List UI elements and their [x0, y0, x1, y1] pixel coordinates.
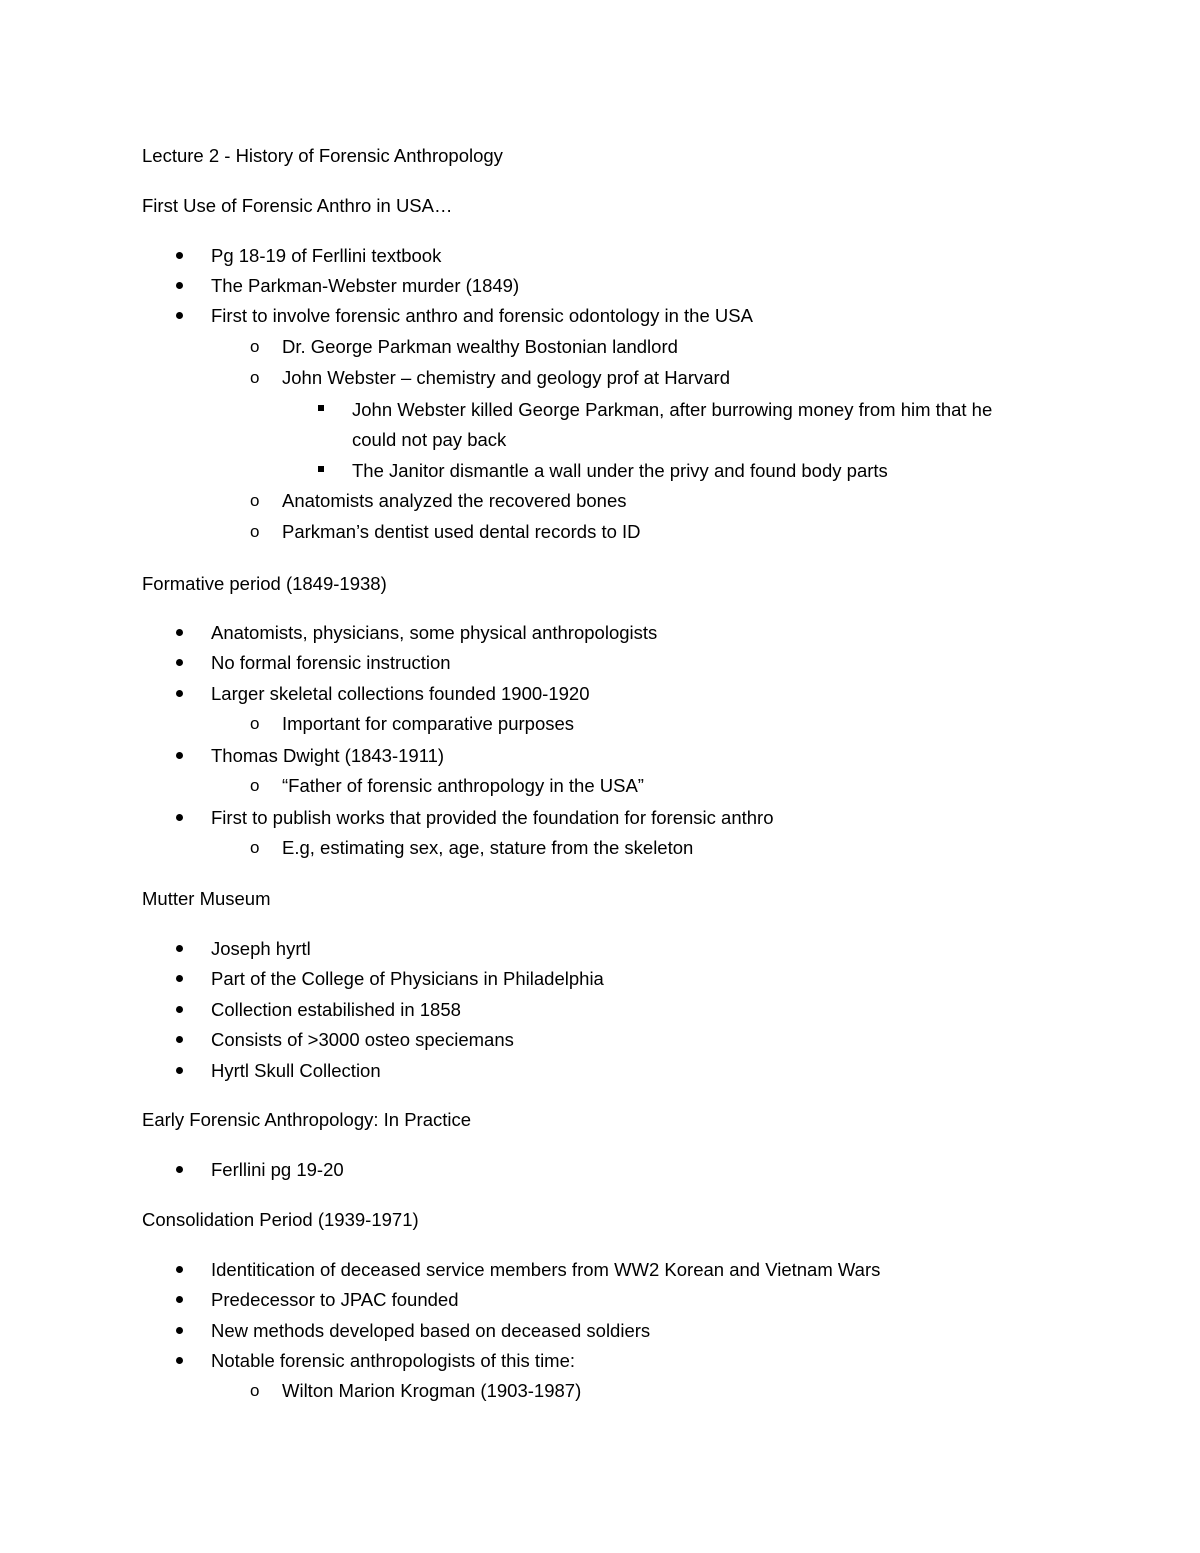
section-heading-early-forensic-anthropology: Early Forensic Anthropology: In Practice: [142, 1109, 472, 1130]
circle-bullet-icon: o: [250, 491, 260, 510]
list-item: New methods developed based on deceased soldiers: [211, 1320, 651, 1341]
list-item: Pg 18-19 of Ferllini textbook: [211, 245, 442, 266]
list-item: John Webster – chemistry and geology prof at Harvard: [282, 367, 730, 388]
section-heading-first-use: First Use of Forensic Anthro in USA…: [142, 195, 453, 216]
circle-bullet-icon: o: [250, 368, 260, 387]
list-item: First to involve forensic anthro and forensic odontology in the USA: [211, 305, 753, 326]
list-item: No formal forensic instruction: [211, 652, 451, 673]
list-item: The Parkman-Webster murder (1849): [211, 275, 520, 296]
bullet-icon: [176, 975, 183, 982]
bullet-icon: [176, 1266, 183, 1273]
list-item: John Webster killed George Parkman, after burrowing money from him that he: [352, 399, 993, 420]
section-heading-consolidation-period: Consolidation Period (1939-1971): [142, 1209, 419, 1230]
list-item: Anatomists, physicians, some physical anthropologists: [211, 622, 658, 643]
bullet-icon: [176, 945, 183, 952]
bullet-icon: [176, 629, 183, 636]
bullet-icon: [176, 752, 183, 759]
section-heading-mutter-museum: Mutter Museum: [142, 888, 271, 909]
list-item: The Janitor dismantle a wall under the privy and found body parts: [352, 460, 888, 481]
bullet-icon: [176, 282, 183, 289]
circle-bullet-icon: o: [250, 522, 260, 541]
circle-bullet-icon: o: [250, 838, 260, 857]
list-item: “Father of forensic anthropology in the USA”: [282, 775, 644, 796]
list-item: Dr. George Parkman wealthy Bostonian landlord: [282, 336, 678, 357]
list-item: Hyrtl Skull Collection: [211, 1060, 381, 1081]
circle-bullet-icon: o: [250, 714, 260, 733]
bullet-icon: [176, 814, 183, 821]
bullet-icon: [176, 1357, 183, 1364]
list-item: Predecessor to JPAC founded: [211, 1289, 459, 1310]
list-item: Thomas Dwight (1843-1911): [211, 745, 445, 766]
square-bullet-icon: [318, 405, 324, 411]
circle-bullet-icon: o: [250, 776, 260, 795]
list-item: Anatomists analyzed the recovered bones: [282, 490, 627, 511]
bullet-icon: [176, 312, 183, 319]
list-item: Part of the College of Physicians in Philadelphia: [211, 968, 604, 989]
square-bullet-icon: [318, 466, 324, 472]
circle-bullet-icon: o: [250, 337, 260, 356]
list-item: Parkman’s dentist used dental records to ID: [282, 521, 641, 542]
list-item: Joseph hyrtl: [211, 938, 311, 959]
list-item: Identitication of deceased service members from WW2 Korean and Vietnam Wars: [211, 1259, 881, 1280]
bullet-icon: [176, 1006, 183, 1013]
list-item: Wilton Marion Krogman (1903-1987): [282, 1380, 582, 1401]
list-item: E.g, estimating sex, age, stature from the skeleton: [282, 837, 694, 858]
list-item: First to publish works that provided the foundation for forensic anthro: [211, 807, 774, 828]
list-item: Consists of >3000 osteo speciemans: [211, 1029, 514, 1050]
list-item-continuation: could not pay back: [352, 429, 507, 450]
bullet-icon: [176, 1327, 183, 1334]
bullet-icon: [176, 252, 183, 259]
list-item: Notable forensic anthropologists of this time:: [211, 1350, 576, 1371]
list-item: Important for comparative purposes: [282, 713, 575, 734]
list-item: Ferllini pg 19-20: [211, 1159, 344, 1180]
list-item: Collection estabilished in 1858: [211, 999, 461, 1020]
bullet-icon: [176, 659, 183, 666]
bullet-icon: [176, 690, 183, 697]
document-title: Lecture 2 - History of Forensic Anthropology: [142, 145, 503, 166]
bullet-icon: [176, 1166, 183, 1173]
bullet-icon: [176, 1036, 183, 1043]
list-item: Larger skeletal collections founded 1900-1920: [211, 683, 590, 704]
bullet-icon: [176, 1067, 183, 1074]
bullet-icon: [176, 1296, 183, 1303]
section-heading-formative-period: Formative period (1849-1938): [142, 573, 387, 594]
circle-bullet-icon: o: [250, 1381, 260, 1400]
